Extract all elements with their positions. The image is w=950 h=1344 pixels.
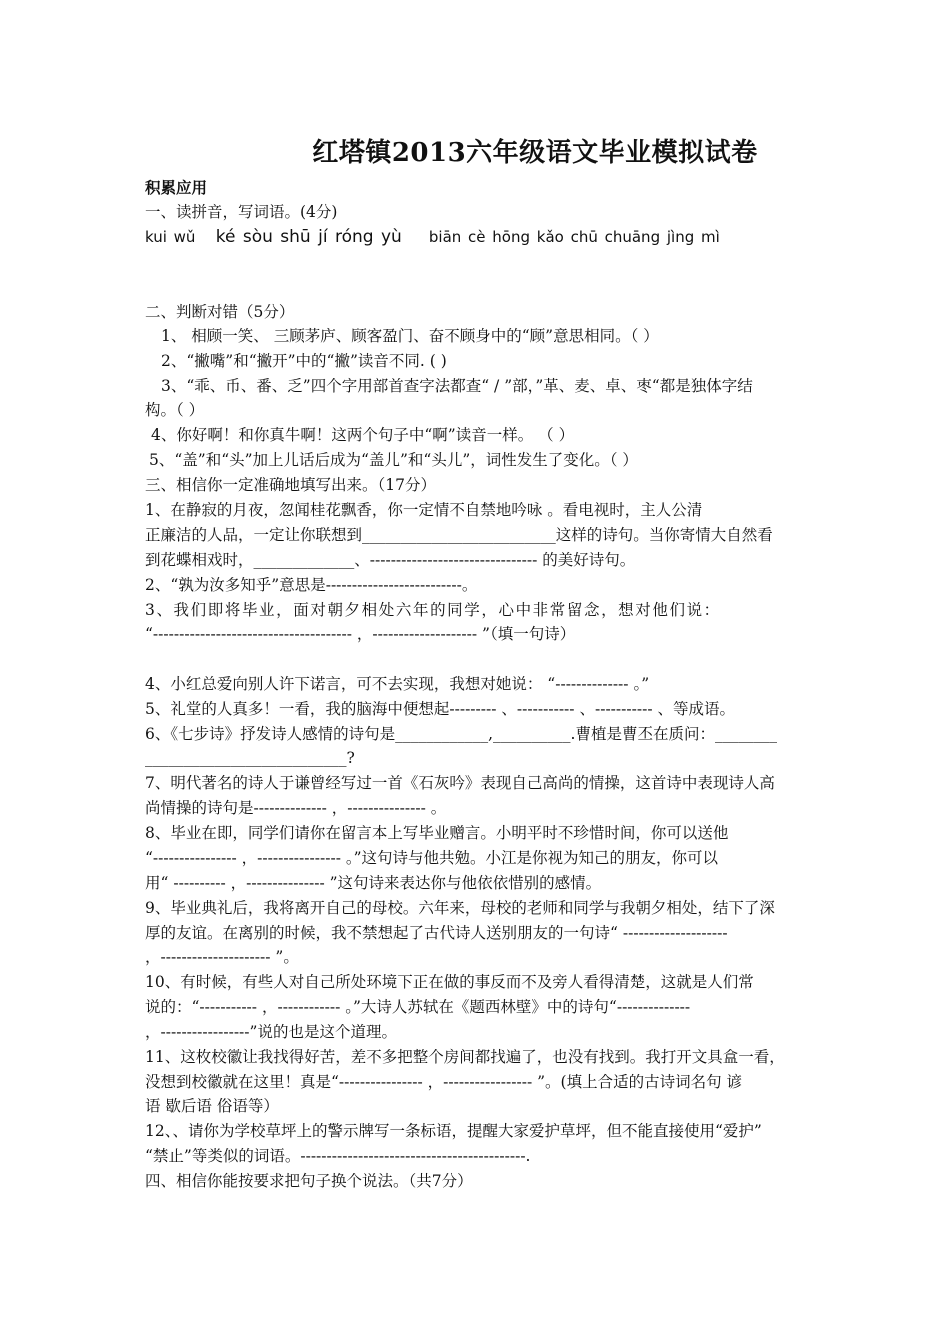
q2-item-5: 5、“盖”和“头”加上儿话后成为“盖儿”和“头儿”，词性发生了变化。（ ） [149,451,638,469]
q3-line-19: 10、有时候，有些人对自己所处环境下正在做的事反而不及旁人看得清楚，这就是人们常 [145,973,754,991]
q3-line-9: 6、《七步诗》抒发诗人感情的诗句是____________,__________.曹植是曹丕在质问：________ [145,725,777,743]
q1-pinyin-line [145,225,810,249]
pinyin-group-b: ké sòu shū jí róng yù [215,227,402,247]
q2-item-1: 1、 相顾一笑、 三顾茅庐、顾客盈门、奋不顾身中的“顾”意思相同。（ ） [161,327,659,345]
q3-line-7: 4、小红总爱向别人许下诺言，可不去实现，我想对她说： “-------------- 。” [145,675,650,693]
q4-heading: 四、相信你能按要求把句子换个说法。（共7分） [145,1172,473,1190]
q3-line-5: 3、我们即将毕业，面对朝夕相处六年的同学，心中非常留念，想对他们说： [145,601,721,619]
q3-line-6: “-------------------------------------- ，-------------------- ”（填一句诗） [145,625,576,643]
q3-line-18: ，--------------------- ”。 [145,948,299,966]
q2-item-3-cont: 构。（ ） [145,401,205,419]
q3-line-26: “禁止”等类似的词语。-------------------------------------------. [145,1147,531,1165]
q3-heading: 三、相信你一定准确地填写出来。（17分） [145,476,436,494]
q3-line-14: “---------------- ，---------------- 。”这句诗与他共勉。小江是你视为知己的朋友，你可以 [145,849,719,867]
pinyin-kuiwu: kui wǔ [145,228,196,246]
q2-item-3: 3、“乖、币、番、乏”四个字用部首查字法都查“ / ”部，”革、麦、卓、枣“都是独体字结 [161,377,753,395]
q3-line-3: 到花蝶相戏时，_____________、-------------------------------- 的美好诗句。 [145,551,636,569]
q3-line-8: 5、礼堂的人真多！一看，我的脑海中便想起--------- 、----------- 、----------- 、等成语。 [145,700,736,718]
q3-line-12: 尚情操的诗句是-------------- ，--------------- 。 [145,799,447,817]
q3-line-1: 1、在静寂的月夜，忽闻桂花飘香，你一定情不自禁地吟咏 。看电视时，主人公清 [145,501,703,519]
q3-line-21: ，-----------------”说的也是这个道理。 [145,1023,397,1041]
q3-line-2: 正廉洁的人品，一定让你联想到_________________________这样的诗句。当你寄情大自然看 [145,526,773,544]
q3-line-15: 用“ ---------- ，--------------- ”这句诗来表达你与他依依惜别的感情。 [145,874,602,892]
q3-line-13: 8、毕业在即，同学们请你在留言本上写毕业赠言。小明平时不珍惜时间，你可以送他 [145,824,729,842]
q2-item-2: 2、“撇嘴”和“撇开”中的“撇”读音不同. ( ) [161,352,447,370]
q3-line-16: 9、毕业典礼后，我将离开自己的母校。六年来，母校的老师和同学与我朝夕相处，结下了深 [145,899,775,917]
q2-item-4: 4、你好啊！和你真牛啊！这两个句子中“啊”读音一样。 （ ） [151,426,575,444]
q3-line-23: 没想到校徽就在这里！真是“---------------- ，----------------- ”。(填上合适的古诗词名句 谚 [145,1073,743,1091]
q3-line-20: 说的：“----------- ，------------ 。”大诗人苏轼在《题西林壁》中的诗句“-------------- [145,998,691,1016]
q3-line-4: 2、“孰为汝多知乎”意思是--------------------------。 [145,576,478,594]
q3-line-25: 12、、请你为学校草坪上的警示牌写一条标语，提醒大家爱护草坪，但不能直接使用“爱护” [145,1122,762,1140]
q3-line-24: 语 歇后语 俗语等） [145,1097,279,1115]
q1-heading: 一、读拼音，写词语。(4分) [145,203,338,221]
section-heading: 积累应用 [145,178,208,197]
q2-heading: 二、判断对错（5分） [145,303,295,321]
q3-line-10: __________________________? [145,749,355,767]
q3-line-17: 厚的友谊。在离别的时候，我不禁想起了古代诗人送别朋友的一句诗“ -------------------- [145,924,728,942]
pinyin-group-c: biān cè hōng kǎo chū chuāng jìng mì [428,228,720,246]
q3-line-22: 11、这枚校徽让我找得好苦，差不多把整个房间都找遍了，也没有找到。我打开文具盒一看， [145,1048,785,1066]
page-title: 红塔镇2013六年级语文毕业模拟试卷 [312,138,758,168]
q3-line-11: 7、明代著名的诗人于谦曾经写过一首《石灰吟》表现自己高尚的情操，这首诗中表现诗人高 [145,774,775,792]
